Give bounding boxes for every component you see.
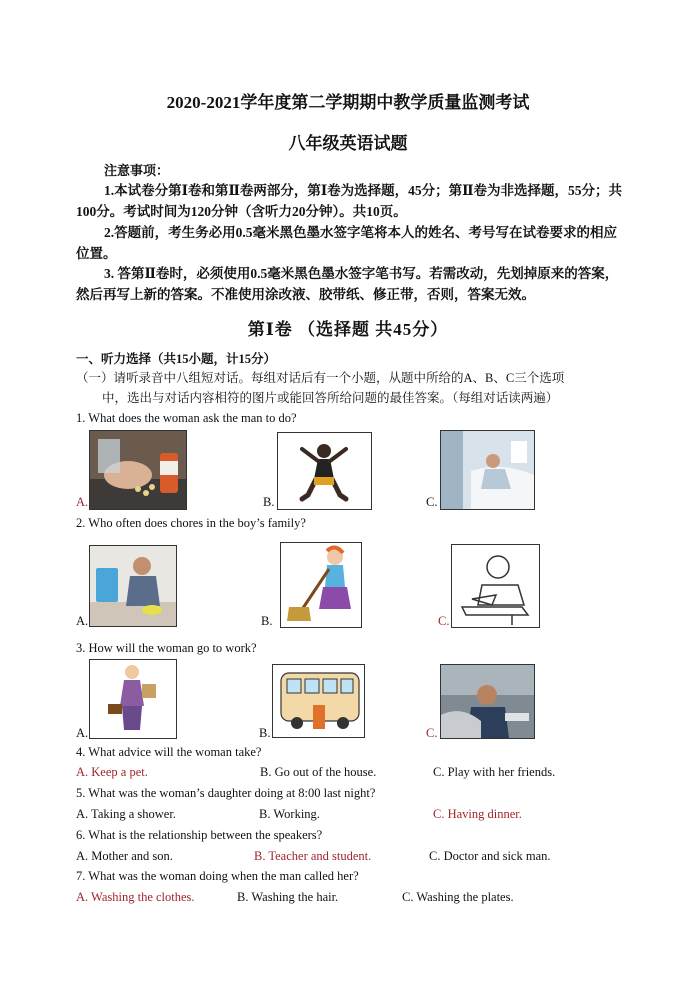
q7-option-c: C. Washing the plates. — [402, 890, 514, 904]
instruction-line-1: （一）请听录音中八组短对话。每组对话后有一个小题，从题中所给的A、B、C三个选项 — [76, 371, 565, 385]
q3-option-a: A. — [76, 726, 89, 740]
q6-option-b: B. Teacher and student. — [254, 849, 372, 863]
q6-option-a: A. Mother and son. — [76, 849, 173, 863]
question-3: 3. How will the woman go to work? — [76, 641, 257, 655]
part-title: 一、听力选择（共15小题，计15分） — [76, 352, 277, 366]
q4-option-c: C. Play with her friends. — [433, 765, 556, 779]
note-item-3: 3. 答第Ⅱ卷时，必须使用0.5毫米黑色墨水签字笔书写。若需改动，先划掉原来的答案，然后再写上新的答案。不准使用涂改液、胶带纸、修正带，否则，答案无效。 — [76, 266, 619, 302]
q5-option-a: A. Taking a shower. — [76, 807, 176, 821]
exam-subtitle: 八年级英语试题 — [288, 134, 408, 153]
picture-hospital-bed — [440, 430, 535, 510]
section-title: 第Ⅰ卷 （选择题 共45分） — [247, 320, 449, 339]
picture-man-ironing — [451, 544, 540, 628]
q2-option-a: A. — [76, 614, 89, 628]
q4-option-a: A. Keep a pet. — [76, 765, 148, 779]
question-1: 1. What does the woman ask the man to do? — [76, 411, 297, 425]
note-item-2: 2.答题前，考生务必用0.5毫米黑色墨水签字笔将本人的姓名、考号写在试卷要求的相应位置。 — [76, 225, 617, 261]
picture-man-driving — [440, 664, 535, 739]
question-6: 6. What is the relationship between the speakers? — [76, 828, 323, 842]
q1-option-a: A. — [76, 495, 89, 509]
question-2: 2. Who often does chores in the boy’s family? — [76, 516, 306, 530]
q7-option-b: B. Washing the hair. — [237, 890, 339, 904]
picture-man-cleaning — [89, 545, 177, 627]
notes-heading: 注意事项： — [104, 163, 170, 178]
picture-woman-walking — [89, 659, 177, 739]
q1-option-c: C. — [426, 495, 438, 509]
q1-option-b: B. — [263, 495, 275, 509]
note-item-1: 1.本试卷分第Ⅰ卷和第Ⅱ卷两部分，第Ⅰ卷为选择题，45分；第Ⅱ卷为非选择题，55分；共100分。考试时间为120分钟（含听力20分钟）。共10页。 — [76, 183, 623, 219]
question-4: 4. What advice will the woman take? — [76, 745, 262, 759]
q2-option-b: B. — [261, 614, 273, 628]
q6-option-c: C. Doctor and sick man. — [429, 849, 551, 863]
instruction-line-2: 中，选出与对话内容相符的图片或能回答所给问题的最佳答案。（每组对话读两遍） — [102, 391, 559, 405]
q3-option-c: C. — [426, 726, 438, 740]
question-7: 7. What was the woman doing when the man called her? — [76, 869, 359, 883]
picture-exercise — [277, 432, 372, 510]
question-5: 5. What was the woman’s daughter doing at 8:00 last night? — [76, 786, 376, 800]
q5-option-b: B. Working. — [259, 807, 320, 821]
listening-instruction — [76, 368, 624, 408]
q4-option-b: B. Go out of the house. — [260, 765, 377, 779]
exam-title: 2020-2021学年度第二学期期中教学质量监测考试 — [166, 93, 530, 112]
q3-option-b: B. — [259, 726, 271, 740]
q7-option-a: A. Washing the clothes. — [76, 890, 195, 904]
picture-pills — [89, 430, 187, 510]
q2-option-c: C. — [438, 614, 450, 628]
q5-option-c: C. Having dinner. — [433, 807, 522, 821]
picture-girl-sweeping — [280, 542, 362, 628]
picture-bus — [272, 664, 365, 738]
